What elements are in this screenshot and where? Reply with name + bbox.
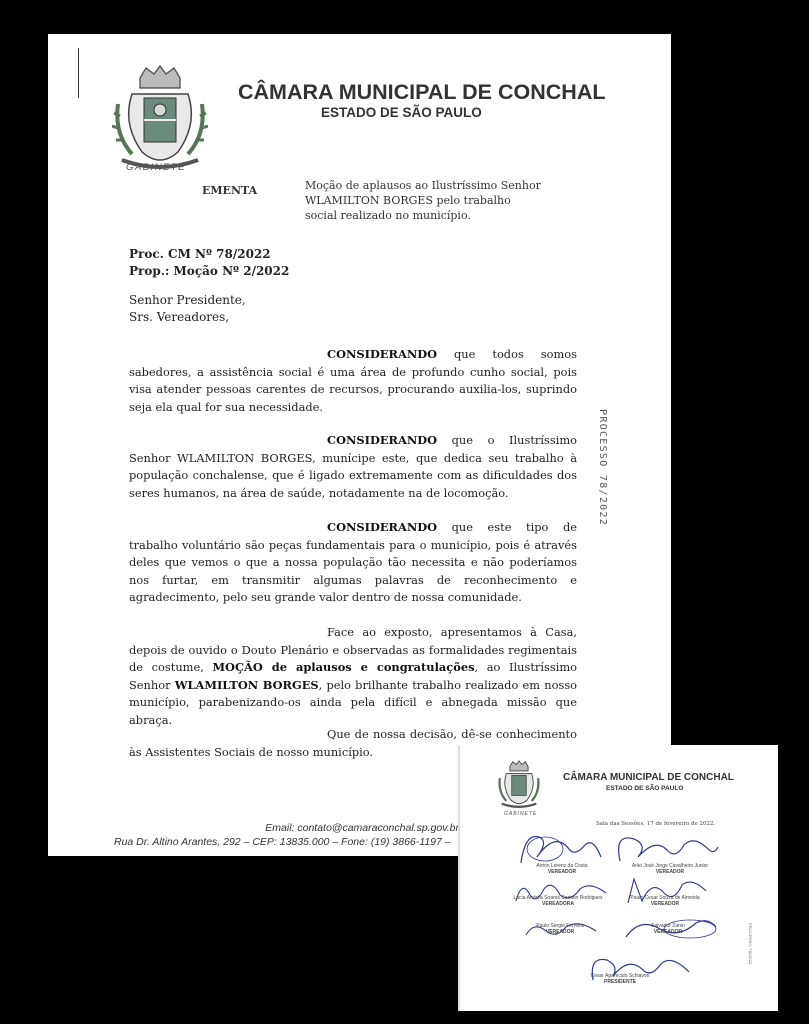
paragraph-2-text: que o Ilustríssimo Senhor WLAMILTON BORGES, munícipe este, que dedica seu trabalho à população conchalense, que é ligado extremamente com as dificuldades dos seres humanos, na área de saúde, notadamente na de locomoção. (129, 433, 577, 500)
session-date: Sala das Sessões, 17 de fevereiro de 2022. (596, 821, 716, 827)
paragraph-3-text: que este tipo de trabalho voluntário são peças fundamentais para o município, pois é através deles que vemos o que a nossa população tão necessita e não poderíamos nos furtar, em transmitir algumas palavras de reconhecimento e agradecimento, pelo seu grande valor dentro de nossa comunidade. (129, 520, 577, 604)
signature-block (520, 923, 600, 935)
signatory-name: Cesar Aparecido Schiavon (590, 973, 650, 979)
page-title: CÂMARA MUNICIPAL DE CONCHAL (238, 80, 606, 104)
signatory-role: VEREADOR (547, 869, 577, 875)
greeting-line-1: Senhor Presidente, (129, 293, 246, 307)
signatory-role: VEREADORA (542, 901, 574, 907)
paragraph-1-text: que todos somos sabedores, a assistência social é uma área de profundo cunho social, pois visa atender pessoas carentes de recursos, procurando auxilia-los, suprindo seja ela qual for sua necessidade. (129, 347, 577, 414)
mocao-bold: MOÇÃO de aplausos e congratulações (212, 660, 475, 674)
processo-stamp: PROCESSO 78/2022 (748, 923, 753, 965)
signature-block (580, 973, 660, 985)
signature-block (508, 895, 608, 907)
prop-number: Prop.: Moção Nº 2/2022 (129, 264, 290, 278)
signatory-name: Airton Lorenz da Costa (536, 863, 588, 869)
signatory-name: Paulo Cesar Souza de Almeida (630, 895, 700, 901)
signatory-role: VEREADOR (653, 929, 683, 935)
signatory-name: Salvador Zanin (651, 923, 685, 929)
paragraph-3 (129, 519, 577, 607)
signatory-name: Lúcia Andréa Soares Bortolin Rodrigues (513, 895, 603, 901)
paragraph-5-text: Que de nossa decisão, dê-se conhecimento às Assistentes Sociais de nosso município. (129, 727, 577, 759)
process-info (129, 246, 289, 280)
paragraph-4-text-c: , pelo brilhante trabalho realizado em nosso município, parabenizando-os ainda pela difícil e abnegada missão que abraça. (129, 677, 578, 727)
margin-mark (78, 48, 79, 98)
municipal-crest-icon (112, 64, 208, 174)
signatory-name: Arlei José Jorge Cavalheiro Junior (631, 863, 709, 869)
paragraph-1 (129, 346, 577, 416)
signature-page-gabinete: GABINETE (504, 811, 538, 817)
signatory-role: VEREADOR (650, 901, 680, 907)
signature-page (460, 745, 778, 1011)
footer-address: Rua Dr. Altino Arantes, 292 – CEP: 13835.000 – Fone: (19) 3866-1197 – (114, 836, 451, 848)
paragraph-4-text-a: Face ao exposto, apresentamos à Casa, depois de ouvido o Douto Plenário e observadas as formalidades regimentais de costume, (129, 625, 577, 674)
gabinete-label: GABINETE (126, 162, 187, 173)
signatory-role: VEREADOR (655, 869, 685, 875)
paragraph-4 (129, 624, 577, 729)
considerando-1: CONSIDERANDO (327, 347, 438, 361)
considerando-3: CONSIDERANDO (327, 520, 438, 534)
footer-email: Email: contato@camaraconchal.sp.gov.br (265, 822, 459, 834)
ementa-label: EMENTA (202, 184, 258, 197)
greeting-line-2: Srs. Vereadores, (129, 310, 230, 324)
honoree-name: WLAMILTON BORGES (174, 677, 319, 692)
paragraph-4-text-b: , ao Ilustríssimo Senhor (129, 660, 577, 692)
proc-number: Proc. CM Nº 78/2022 (129, 247, 271, 261)
signature-block (620, 863, 720, 875)
signatory-role: PRESIDENTE (604, 979, 636, 985)
processo-stamp: PROCESSO 78/2022 (597, 409, 608, 527)
signature-block (628, 923, 708, 935)
paragraph-2 (129, 432, 577, 502)
considerando-2: CONSIDERANDO (327, 433, 438, 447)
document-page (48, 34, 671, 856)
signatory-role: VEREADOR (545, 929, 575, 935)
signature-block (620, 895, 710, 907)
signature-block (522, 863, 602, 875)
ementa-text: Moção de aplausos ao Ilustríssimo Senhor WLAMILTON BORGES pelo trabalho social realizado no município. (305, 179, 541, 222)
signatory-name: Paulo Sergio Ferreira (536, 923, 584, 929)
signature-page-title: CÂMARA MUNICIPAL DE CONCHAL (563, 772, 734, 783)
greeting (129, 292, 246, 326)
page-subtitle: ESTADO DE SÃO PAULO (321, 105, 482, 120)
municipal-crest-icon (497, 760, 541, 810)
signature-page-subtitle: ESTADO DE SÃO PAULO (606, 785, 684, 792)
